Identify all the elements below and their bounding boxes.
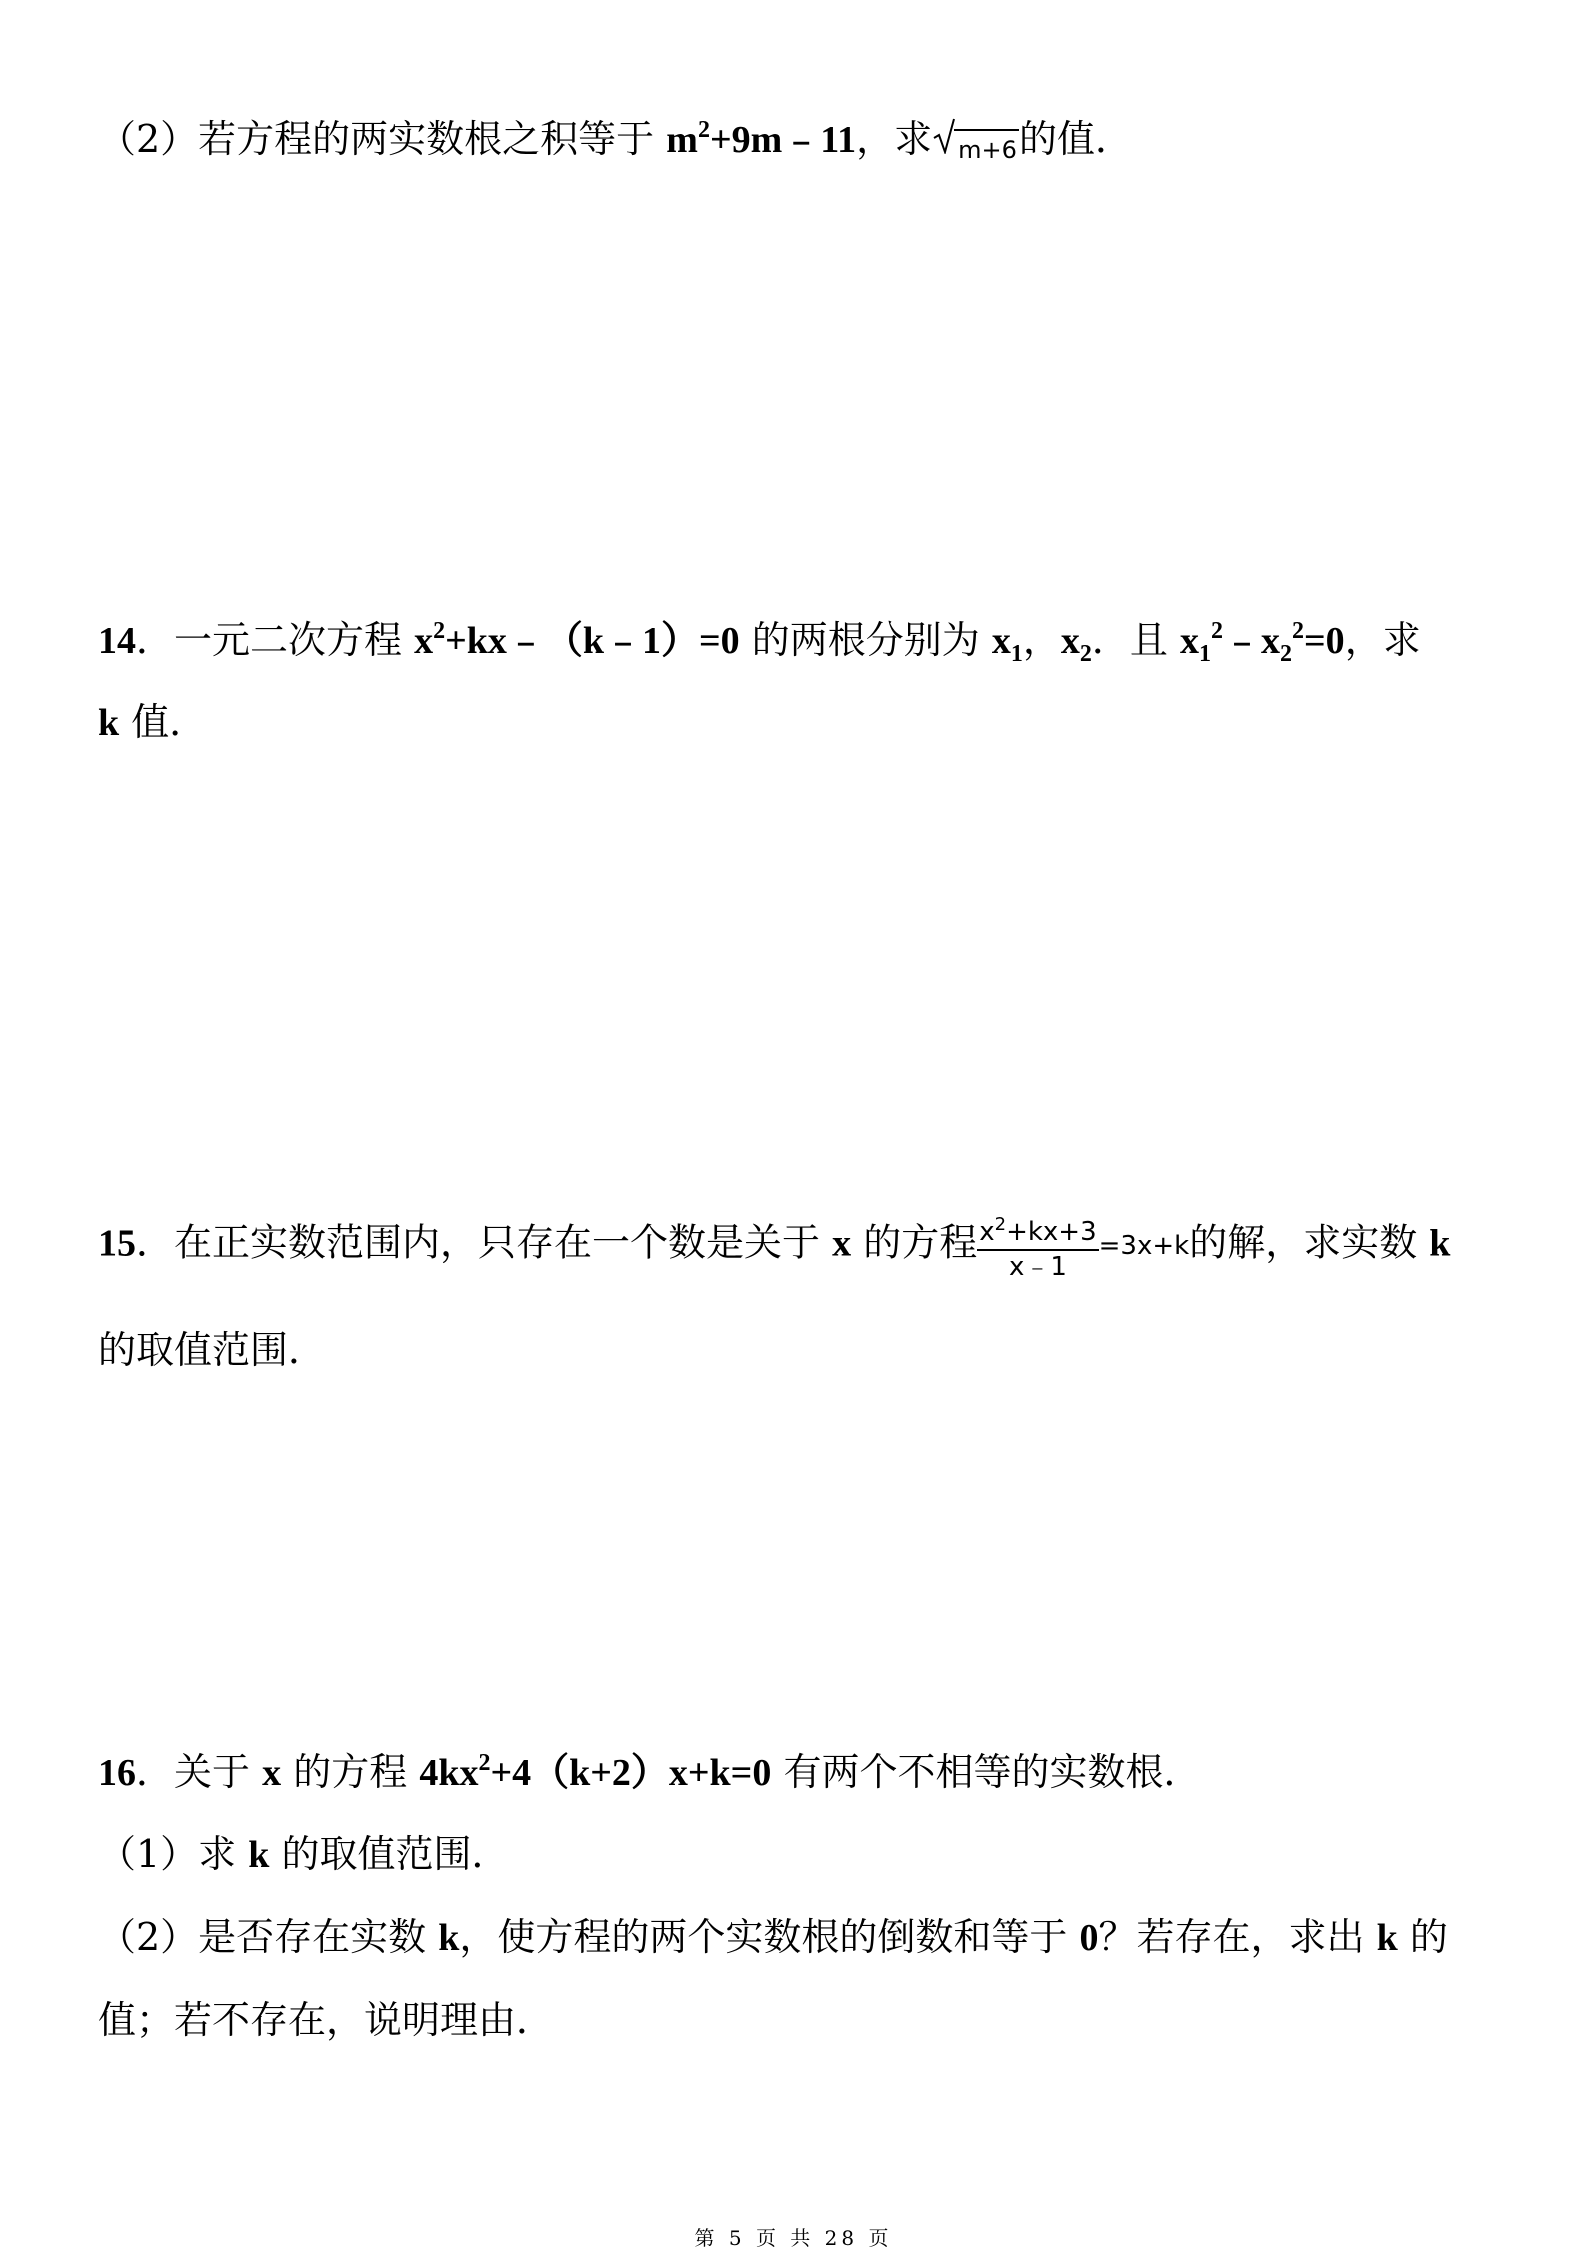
- q14-text: ．一元二次方程: [136, 618, 403, 662]
- q16-text-2: 的方程: [293, 1750, 408, 1794]
- q15-text: ．在正实数范围内，只存在一个数是关于: [136, 1220, 821, 1265]
- q15-text-2: 的方程: [863, 1220, 978, 1265]
- q13-part2-mid: ，求: [856, 117, 933, 161]
- fraction-numerator: $x^2+kx+3$: [977, 1217, 1098, 1251]
- q13-part2-lead: （2）若方程的两实数根之积等于: [98, 117, 655, 161]
- q15-line2-text: 的取值范围．: [98, 1328, 327, 1372]
- q16-part2-var-k: k: [438, 1917, 460, 1959]
- q16-part1-lead: （1）求: [98, 1832, 237, 1876]
- q16-part2-tail: 的: [1409, 1915, 1448, 1959]
- q16-part1-line: [98, 1827, 510, 1882]
- q13-part2-expr: $m^2+9m﹣11$: [666, 117, 857, 161]
- q16-part2-var-k2: k: [1376, 1917, 1398, 1959]
- q16-part2-continuation: 值；若不存在，说明理由．: [98, 1998, 555, 2042]
- q14-roots: $x_1$: [991, 620, 1023, 667]
- q16-part2-mid2: ？若存在，求出: [1098, 1915, 1365, 1959]
- q14-line1: 14．一元二次方程 $x^2+kx﹣(k﹣1)=0$ 的两根分别为 $x_1$，$x_2$．且 $x_1^2﹣x_2^2=0$，求: [98, 618, 1421, 667]
- q14-line2: [98, 695, 207, 750]
- q16-number: 16: [98, 1752, 136, 1794]
- q14-text-2: 的两根分别为: [751, 618, 980, 662]
- q13-part2-tail: 的值．: [1018, 117, 1133, 161]
- q15-line1: [98, 1213, 1451, 1282]
- sqrt-expression: [932, 118, 1019, 164]
- q16-part2-line2: [98, 1993, 554, 2047]
- q14-text-4: ，求: [1344, 618, 1421, 662]
- q16-part1-tail: 的取值范围．: [281, 1832, 510, 1876]
- q14-number: 14: [98, 620, 136, 662]
- q14-line2-text: 值．: [131, 700, 208, 744]
- q15-number: 15: [98, 1222, 136, 1265]
- q16-text-3: 有两个不相等的实数根．: [783, 1750, 1202, 1794]
- q14-text-3: ．且: [1091, 618, 1168, 662]
- q15-text-3: 的解，求实数: [1189, 1220, 1418, 1265]
- q15-line2: [98, 1323, 326, 1377]
- q16-part1-var-k: k: [248, 1834, 270, 1876]
- q16-equation: $4kx^2+4(k+2)x+k=0$: [419, 1750, 772, 1794]
- q16-part2-lead: （2）是否存在实数: [98, 1915, 427, 1959]
- fraction-denominator: x﹣1: [1008, 1252, 1067, 1282]
- q16-part2-line: [98, 1910, 1448, 1965]
- q15-equation-rhs: =3x+k: [1098, 1231, 1190, 1261]
- radical-sign-icon: [932, 118, 956, 154]
- q13-part2-line: [98, 112, 1133, 167]
- q14-equation: $x^2+kx﹣(k﹣1)=0$: [414, 618, 740, 662]
- q16-text: ．关于: [136, 1750, 251, 1794]
- q16-part2-zero: 0: [1079, 1917, 1099, 1959]
- page-footer: 第 5 页 共 28 页: [694, 2226, 893, 2250]
- q14-var-k: k: [98, 702, 120, 744]
- q14-condition: $x_1^2﹣x_2^2=0$: [1180, 618, 1345, 667]
- q15-var-x: x: [832, 1222, 852, 1265]
- q15-var-k: k: [1429, 1222, 1451, 1265]
- q15-fraction: [977, 1214, 1098, 1283]
- q16-part2-mid: ，使方程的两个实数根的倒数和等于: [459, 1915, 1068, 1959]
- sqrt-radicand: m+6: [954, 129, 1019, 167]
- q16-line1: [98, 1745, 1201, 1800]
- q16-var-x: x: [262, 1752, 282, 1794]
